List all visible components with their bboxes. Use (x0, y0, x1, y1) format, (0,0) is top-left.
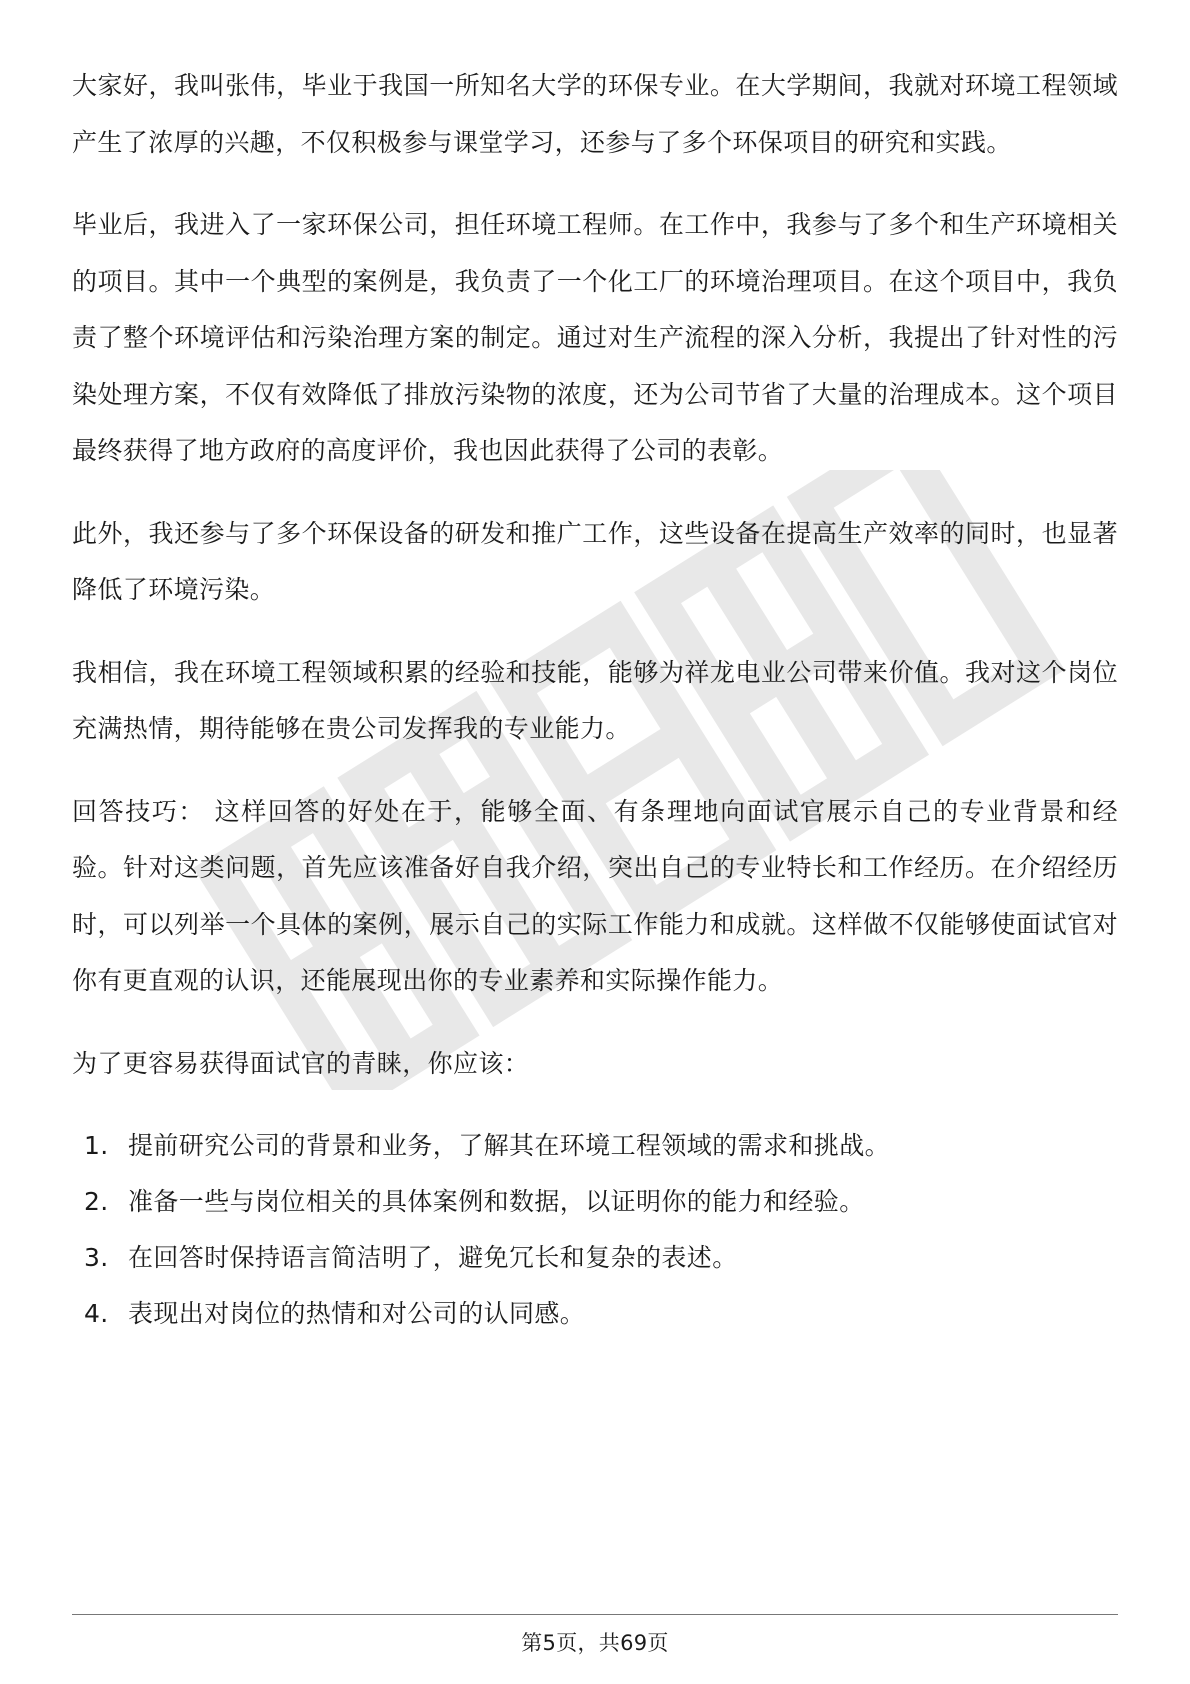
list-item-text: 在回答时保持语言简洁明了，避免冗长和复杂的表述。 (128, 1243, 738, 1272)
experience-paragraph: 毕业后，我进入了一家环保公司，担任环境工程师。在工作中，我参与了多个和生产环境相关的项目。其中一个典型的案例是，我负责了一个化工厂的环境治理项目。在这个项目中，我负责了整个环境评估和污染治理方案的制定。通过对生产流程的深入分析，我提出了针对性的污染处理方案，不仅有效降低了排放污染物的浓度，还为公司节省了大量的治理成本。这个项目最终获得了地方政府的高度评价，我也因此获得了公司的表彰。 (72, 210, 1118, 465)
list-item-text: 准备一些与岗位相关的具体案例和数据，以证明你的能力和经验。 (128, 1187, 865, 1216)
advice-intro-paragraph: 为了更容易获得面试官的青睐，你应该： (72, 1048, 530, 1078)
list-item (72, 1174, 1118, 1230)
equipment-paragraph: 此外，我还参与了多个环保设备的研发和推广工作，这些设备在提高生产效率的同时，也显著降低了环境污染。 (72, 518, 1118, 604)
document-body (72, 58, 1118, 1342)
closing-paragraph: 我相信，我在环境工程领域积累的经验和技能，能够为祥龙电业公司带来价值。我对这个岗位充满热情，期待能够在贵公司发挥我的专业能力。 (72, 657, 1118, 743)
list-item (72, 1118, 1118, 1174)
list-item-text: 提前研究公司的背景和业务，了解其在环境工程领域的需求和挑战。 (128, 1131, 891, 1160)
list-item (72, 1230, 1118, 1286)
list-item-number: 2. (84, 1187, 109, 1216)
list-item-number: 1. (84, 1131, 109, 1160)
list-item-number: 4. (84, 1299, 109, 1328)
list-item (72, 1286, 1118, 1342)
footer-divider (72, 1614, 1118, 1615)
page-number: 第5页，共69页 (521, 1631, 669, 1655)
list-item-number: 3. (84, 1243, 109, 1272)
advice-list (72, 1118, 1118, 1342)
intro-paragraph: 大家好，我叫张伟，毕业于我国一所知名大学的环保专业。在大学期间，我就对环境工程领域产生了浓厚的兴趣，不仅积极参与课堂学习，还参与了多个环保项目的研究和实践。 (72, 71, 1118, 157)
answer-tips-paragraph: 回答技巧： 这样回答的好处在于，能够全面、有条理地向面试官展示自己的专业背景和经验。针对这类问题，首先应该准备好自我介绍，突出自己的专业特长和工作经历。在介绍经历时，可以列举一个具体的案例，展示自己的实际工作能力和成就。这样做不仅能够使面试官对你有更直观的认识，还能展现出你的专业素养和实际操作能力。 (72, 796, 1118, 995)
list-item-text: 表现出对岗位的热情和对公司的认同感。 (128, 1299, 586, 1328)
